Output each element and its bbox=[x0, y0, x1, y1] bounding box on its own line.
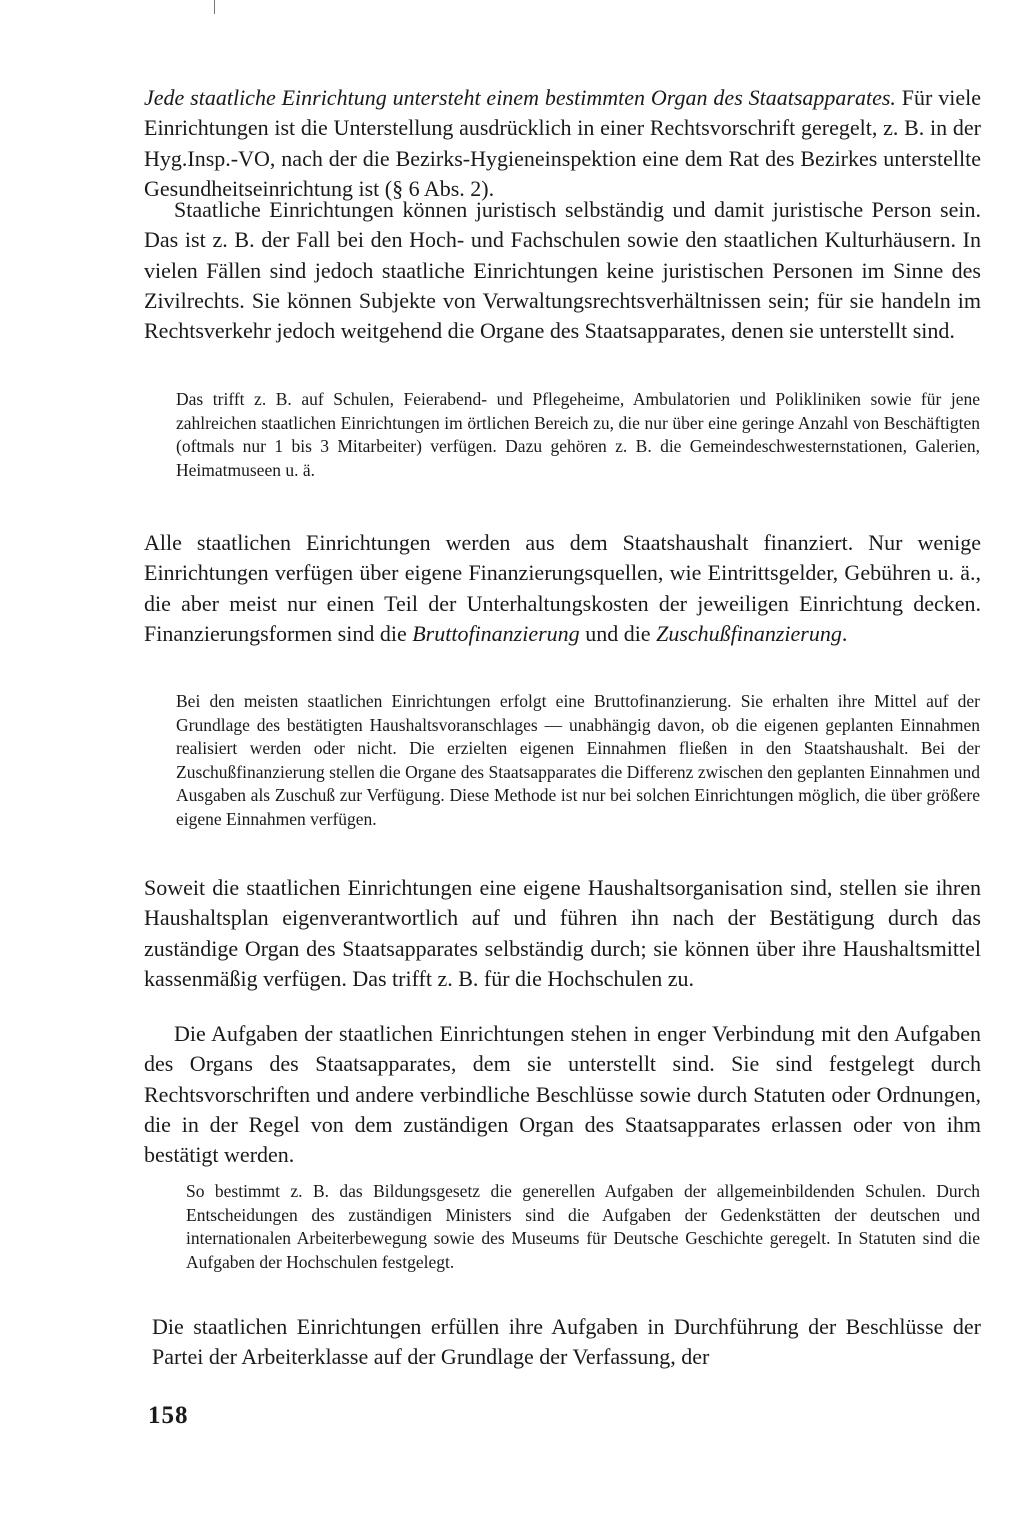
term-bruttofinanzierung: Bruttofinanzierung bbox=[412, 620, 580, 646]
page-number: 158 bbox=[148, 1402, 189, 1429]
paragraph-legal-person: Staatliche Einrichtungen können juristisch selbständig und damit juristische Person sein. Das ist z. B. der Fall bei den Hoch- und Fachschulen sowie den staatlichen Kulturhäusern. In vielen Fällen sind jedoch staatliche Einrichtungen keine juristischen Personen im Sinne des Zivilrechts. Sie können Subjekte von Verwaltungsrechtsverhältnissen sein; für sie handeln im Rechtsverkehr jedoch weitgehend die Organe des Staatsapparates, denen sie unterstellt sind. bbox=[144, 197, 981, 344]
paragraph-fulfilment: Die staatlichen Einrichtungen erfüllen ihre Aufgaben in Durchführung der Beschlüsse der Partei der Arbeiterklasse auf der Grundlage der Verfassung, der bbox=[152, 1314, 981, 1370]
paragraph-financing bbox=[144, 528, 981, 649]
paragraph-subordination bbox=[144, 83, 981, 204]
note-financing-forms: Bei den meisten staatlichen Einrichtungen erfolgt eine Bruttofinanzierung. Sie erhalten ihre Mittel auf der Grundlage des bestätigten Haushaltsvoranschlages — unabhängig davon, ob die eigenen geplanten Einnahmen realisiert werden oder nicht. Die erzielten eigenen Einnahmen fließen in den Staatshaushalt. Bei der Zuschußfinanzierung stellen die Organe des Staatsapparates die Differenz zwischen den geplanten Einnahmen und Ausgaben als Zuschuß zur Verfügung. Diese Methode ist nur bei solchen Einrichtungen möglich, die über größere eigene Einnahmen verfügen. bbox=[176, 691, 980, 829]
term-zuschussfinanzierung: Zuschußfinanzierung bbox=[656, 620, 842, 646]
scan-edge-mark bbox=[214, 0, 215, 14]
paragraph-text: und die bbox=[579, 620, 657, 646]
italic-lead-sentence: Jede staatliche Einrichtung untersteht einem bestimmten Organ des Staatsapparates. bbox=[144, 85, 896, 110]
paragraph-text: Alle staatlichen Einrichtungen werden aus dem Staatshaushalt finanziert. Nur wenige Einrichtungen verfügen über eigene Finanzierungsquellen, wie Eintrittsgelder, Gebühren u. ä., die aber meist nur einen Teil der Unterhaltungskosten der jeweiligen Einrichtung decken. Finanzierungsformen sind die bbox=[144, 530, 981, 646]
paragraph-tasks: Die Aufgaben der staatlichen Einrichtungen stehen in enger Verbindung mit den Aufgaben des Organs des Staatsapparates, dem sie unterstellt sind. Sie sind festgelegt durch Rechtsvorschriften und andere verbindliche Beschlüsse sowie durch Statuten oder Ordnungen, die in der Regel von dem zuständigen Organ des Staatsapparates erlassen oder von ihm bestätigt werden. bbox=[144, 1021, 981, 1168]
paragraph-text: . bbox=[841, 620, 848, 646]
note-examples-tasks: So bestimmt z. B. das Bildungsgesetz die generellen Aufgaben der allgemeinbildenden Schulen. Durch Entscheidungen des zuständigen Ministers sind die Aufgaben der Gedenkstätten der deutschen und internationalen Arbeiterbewegung sowie des Museums für Deutsche Geschichte geregelt. In Statuten sind die Aufgaben der Hochschulen festgelegt. bbox=[186, 1181, 980, 1272]
note-examples-institutions: Das trifft z. B. auf Schulen, Feierabend- und Pflegeheime, Ambulatorien und Polikliniken sowie für jene zahlreichen staatlichen Einrichtungen im örtlichen Bereich zu, die nur über eine geringe Anzahl von Beschäftigten (oftmals nur 1 bis 3 Mitarbeiter) verfügen. Dazu gehören z. B. die Gemeindeschwesternstationen, Galerien, Heimatmuseen u. ä. bbox=[176, 389, 980, 480]
paragraph-text: Für viele Einrichtungen ist die Unterstellung ausdrücklich in einer Rechtsvorschrift geregelt, z. B. in der Hyg.Insp.-VO, nach der die Bezirks-Hygieneinspektion eine dem Rat des Bezirkes unterstellte Gesundheitseinrichtung ist (§ 6 Abs. 2). bbox=[144, 85, 981, 201]
paragraph-budget-organisation: Soweit die staatlichen Einrichtungen eine eigene Haushaltsorganisation sind, stellen sie ihren Haushaltsplan eigenverantwortlich auf und führen ihn nach der Bestätigung durch das zuständige Organ des Staatsapparates selbständig durch; sie können über ihre Haushaltsmittel kassenmäßig verfügen. Das trifft z. B. für die Hochschulen zu. bbox=[144, 875, 981, 991]
